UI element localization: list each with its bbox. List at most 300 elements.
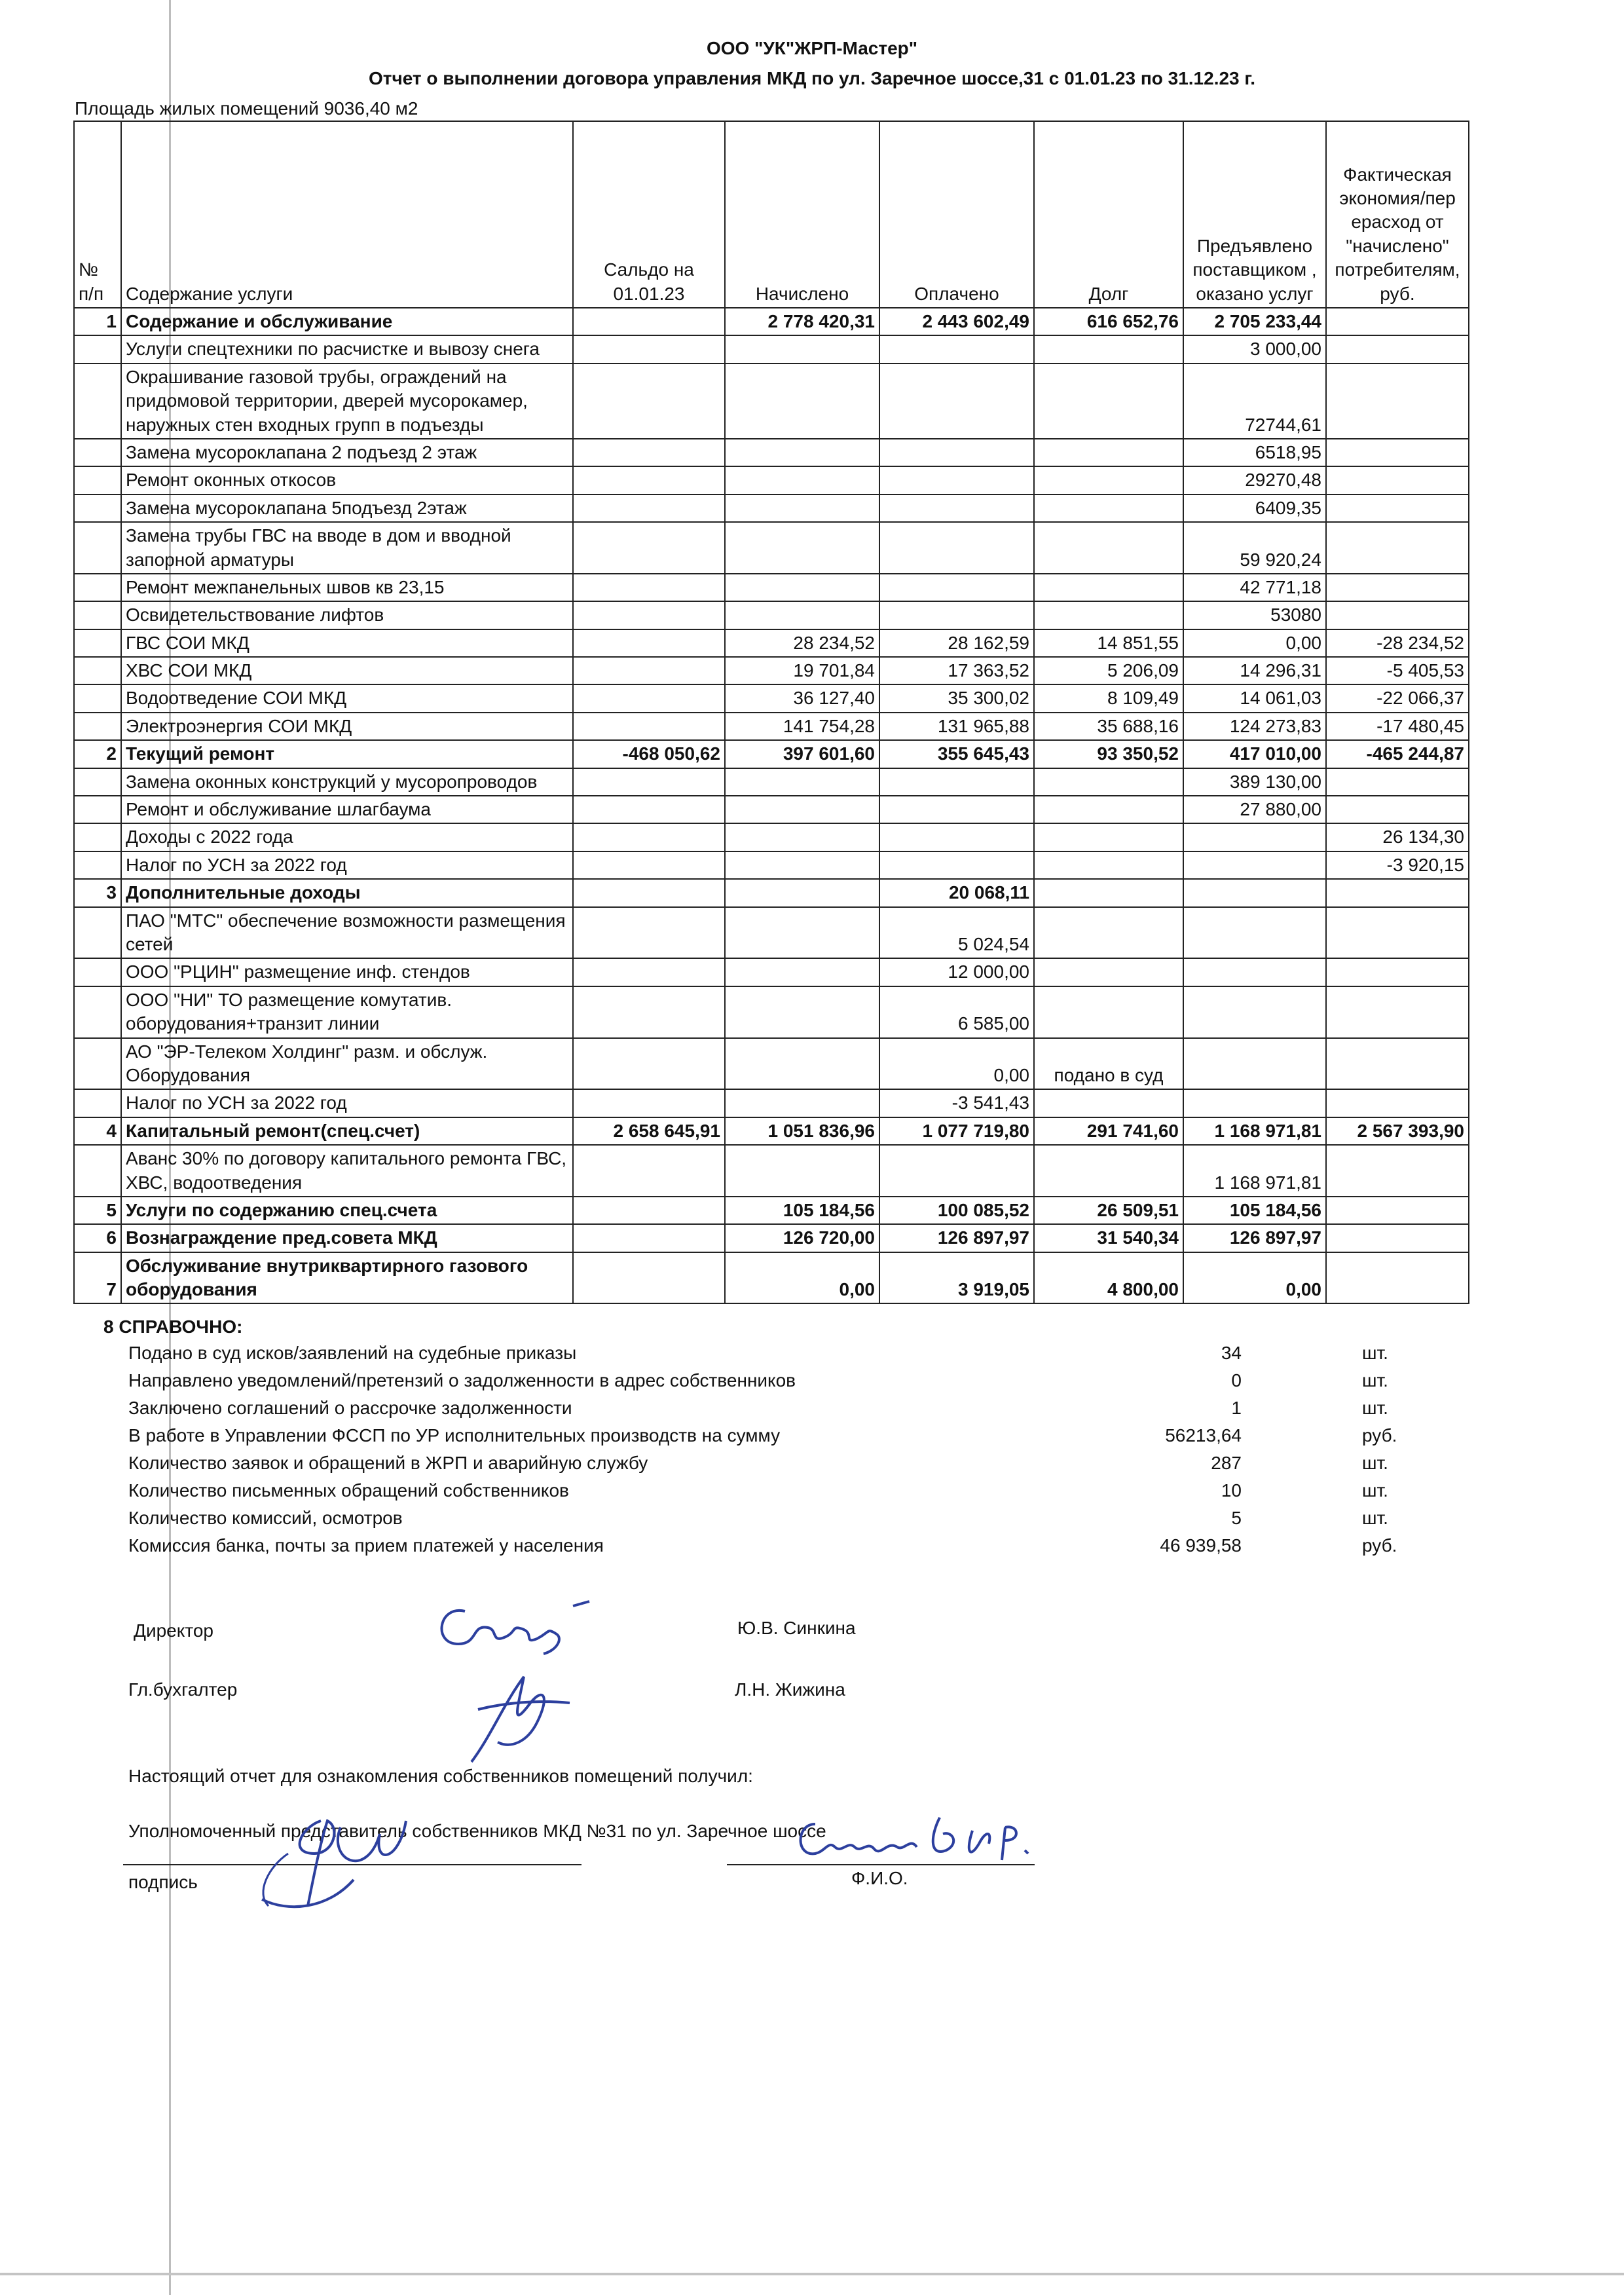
reference-unit: шт. (1362, 1398, 1388, 1418)
reference-unit: шт. (1362, 1343, 1388, 1363)
reference-title: 8 СПРАВОЧНО: (103, 1316, 243, 1337)
table-cell: 2 658 645,91 (573, 1117, 725, 1145)
table-cell: 14 851,55 (1034, 629, 1183, 657)
table-cell (725, 907, 879, 959)
table-cell (573, 1252, 725, 1304)
table-cell (725, 335, 879, 363)
table-cell (573, 1145, 725, 1197)
table-cell (573, 574, 725, 601)
table-cell (1183, 986, 1326, 1038)
table-cell (573, 823, 725, 851)
table-cell: Капитальный ремонт(спец.счет) (121, 1117, 573, 1145)
table-row (74, 601, 1469, 629)
table-cell (725, 1145, 879, 1197)
table-cell: 131 965,88 (879, 713, 1034, 740)
table-cell: 2 567 393,90 (1326, 1117, 1469, 1145)
table-cell (725, 958, 879, 986)
table-row (74, 466, 1469, 494)
reference-item (128, 1535, 1397, 1561)
table-cell (74, 796, 121, 823)
table-cell (74, 768, 121, 796)
reference-unit: шт. (1362, 1370, 1388, 1390)
table-cell (725, 823, 879, 851)
table-cell (1326, 364, 1469, 439)
table-cell (725, 522, 879, 574)
table-cell (879, 851, 1034, 879)
table-cell (74, 601, 121, 629)
table-cell (1326, 574, 1469, 601)
reference-value: 56213,64 (1165, 1425, 1242, 1446)
table-cell: 29270,48 (1183, 466, 1326, 494)
table-row (74, 986, 1469, 1038)
table-cell (1183, 907, 1326, 959)
table-cell (573, 851, 725, 879)
table-cell (1326, 1145, 1469, 1197)
reference-item (128, 1453, 1388, 1479)
table-cell (1326, 439, 1469, 466)
table-cell: 6 (74, 1224, 121, 1252)
table-cell (74, 629, 121, 657)
table-cell (74, 574, 121, 601)
reference-value: 34 (1221, 1343, 1242, 1363)
col-header-service: Содержание услуги (121, 121, 573, 308)
table-cell: 2 443 602,49 (879, 308, 1034, 335)
table-cell (879, 494, 1034, 522)
table-cell (1326, 1089, 1469, 1117)
table-cell: Аванс 30% по договору капитального ремонта ГВС, ХВС, водоотведения (121, 1145, 573, 1197)
table-cell: Замена оконных конструкций у мусоропроводов (121, 768, 573, 796)
table-cell: 389 130,00 (1183, 768, 1326, 796)
table-row (74, 629, 1469, 657)
table-cell (573, 1224, 725, 1252)
table-cell (573, 601, 725, 629)
table-cell (74, 657, 121, 684)
table-cell: 2 705 233,44 (1183, 308, 1326, 335)
representative-signature-image (249, 1782, 445, 1926)
table-cell: 6409,35 (1183, 494, 1326, 522)
table-cell (879, 522, 1034, 574)
table-cell: 616 652,76 (1034, 308, 1183, 335)
reference-label: В работе в Управлении ФССП по УР исполнительных производств на сумму (128, 1425, 781, 1446)
reference-item (128, 1425, 1397, 1451)
table-cell (573, 879, 725, 906)
table-cell (74, 851, 121, 879)
representative-label: Уполномоченный представитель собственников МКД №31 по ул. Заречное шоссе (128, 1821, 826, 1841)
table-cell: 1 077 719,80 (879, 1117, 1034, 1145)
table-cell: 2 778 420,31 (725, 308, 879, 335)
table-cell (74, 494, 121, 522)
table-cell (879, 335, 1034, 363)
table-row (74, 823, 1469, 851)
table-cell (1183, 823, 1326, 851)
reference-value: 0 (1231, 1370, 1242, 1390)
table-cell (879, 768, 1034, 796)
table-cell (573, 629, 725, 657)
signature-caption: подпись (128, 1872, 198, 1892)
table-cell (1034, 335, 1183, 363)
table-cell (1326, 466, 1469, 494)
report-title: Отчет о выполнении договора управления МКД по ул. Заречное шоссе,31 с 01.01.23 по 31.12.23 г. (368, 68, 1256, 88)
table-cell (1034, 907, 1183, 959)
reference-unit: шт. (1362, 1480, 1388, 1501)
table-cell (879, 574, 1034, 601)
table-cell (1326, 796, 1469, 823)
table-cell (1034, 986, 1183, 1038)
table-cell (725, 494, 879, 522)
table-cell (1034, 958, 1183, 986)
table-cell: 0,00 (1183, 1252, 1326, 1304)
reference-label: Количество комиссий, осмотров (128, 1508, 403, 1528)
table-cell (725, 1038, 879, 1090)
col-header-charged: Начислено (725, 121, 879, 308)
table-cell (725, 364, 879, 439)
table-cell (1034, 851, 1183, 879)
director-label: Директор (134, 1620, 213, 1641)
table-cell: 26 134,30 (1326, 823, 1469, 851)
reference-label: Комиссия банка, почты за прием платежей у населения (128, 1535, 604, 1556)
table-row (74, 439, 1469, 466)
table-cell (74, 335, 121, 363)
table-cell (1326, 1197, 1469, 1224)
table-cell (1326, 1252, 1469, 1304)
table-cell: Услуги по содержанию спец.счета (121, 1197, 573, 1224)
services-table (73, 121, 1469, 1304)
table-row (74, 657, 1469, 684)
table-cell (1326, 1224, 1469, 1252)
table-row (74, 907, 1469, 959)
table-cell: Дополнительные доходы (121, 879, 573, 906)
table-cell: 35 300,02 (879, 684, 1034, 712)
table-cell (1183, 879, 1326, 906)
organization-name: ООО "УК"ЖРП-Мастер" (706, 38, 918, 58)
table-cell: Водоотведение СОИ МКД (121, 684, 573, 712)
accountant-signature-image (452, 1664, 583, 1768)
table-cell: ГВС СОИ МКД (121, 629, 573, 657)
table-cell (725, 601, 879, 629)
table-cell (74, 1145, 121, 1197)
table-cell: 4 800,00 (1034, 1252, 1183, 1304)
table-cell: ПАО "МТС" обеспечение возможности размещения сетей (121, 907, 573, 959)
table-row (74, 796, 1469, 823)
reference-item (128, 1370, 1388, 1396)
table-cell (1183, 1038, 1326, 1090)
table-cell (1326, 494, 1469, 522)
table-row (74, 494, 1469, 522)
name-caption: Ф.И.О. (851, 1868, 908, 1888)
reference-item (128, 1480, 1388, 1506)
reference-label: Количество письменных обращений собственников (128, 1480, 569, 1501)
table-cell (573, 907, 725, 959)
table-row (74, 1197, 1469, 1224)
table-cell: 26 509,51 (1034, 1197, 1183, 1224)
table-cell: 5 024,54 (879, 907, 1034, 959)
table-cell (1034, 439, 1183, 466)
table-cell: 5 (74, 1197, 121, 1224)
table-cell (573, 1038, 725, 1090)
table-cell (573, 494, 725, 522)
col-header-savings: Фактическая экономия/пер ерасход от "начислено" потребителям, руб. (1326, 121, 1469, 308)
table-cell (725, 851, 879, 879)
col-header-balance: Сальдо на 01.01.23 (573, 121, 725, 308)
table-cell: 20 068,11 (879, 879, 1034, 906)
table-cell: 14 296,31 (1183, 657, 1326, 684)
accountant-name: Л.Н. Жижина (735, 1679, 845, 1700)
table-cell (74, 986, 121, 1038)
table-cell: Текущий ремонт (121, 740, 573, 768)
table-cell (725, 1089, 879, 1117)
table-row (74, 1145, 1469, 1197)
table-cell: Налог по УСН за 2022 год (121, 1089, 573, 1117)
reference-label: Подано в суд исков/заявлений на судебные приказы (128, 1343, 577, 1363)
table-cell (1326, 335, 1469, 363)
table-cell (1326, 1038, 1469, 1090)
table-cell: 291 741,60 (1034, 1117, 1183, 1145)
table-cell: Замена трубы ГВС на вводе в дом и вводной запорной арматуры (121, 522, 573, 574)
table-cell (74, 907, 121, 959)
table-cell (573, 657, 725, 684)
table-cell (1326, 522, 1469, 574)
table-cell: 100 085,52 (879, 1197, 1034, 1224)
table-cell: 2 (74, 740, 121, 768)
table-cell: 126 897,97 (879, 1224, 1034, 1252)
director-signature-image (426, 1598, 622, 1657)
table-cell (879, 364, 1034, 439)
table-cell (1034, 494, 1183, 522)
table-cell: 4 (74, 1117, 121, 1145)
table-row (74, 851, 1469, 879)
table-cell (879, 823, 1034, 851)
table-cell: 6 585,00 (879, 986, 1034, 1038)
reference-label: Направлено уведомлений/претензий о задолженности в адрес собственников (128, 1370, 796, 1390)
table-cell: 14 061,03 (1183, 684, 1326, 712)
table-cell: 1 168 971,81 (1183, 1117, 1326, 1145)
table-cell (1326, 308, 1469, 335)
table-cell: 0,00 (725, 1252, 879, 1304)
table-cell (573, 364, 725, 439)
table-cell: 17 363,52 (879, 657, 1034, 684)
table-cell: 59 920,24 (1183, 522, 1326, 574)
table-cell: 3 000,00 (1183, 335, 1326, 363)
table-cell: 27 880,00 (1183, 796, 1326, 823)
table-cell: 93 350,52 (1034, 740, 1183, 768)
table-cell (879, 796, 1034, 823)
table-cell (573, 466, 725, 494)
table-row (74, 364, 1469, 439)
table-cell: ХВС СОИ МКД (121, 657, 573, 684)
table-cell: 0,00 (879, 1038, 1034, 1090)
table-cell (879, 601, 1034, 629)
reference-item (128, 1398, 1388, 1424)
table-cell: 0,00 (1183, 629, 1326, 657)
table-cell (725, 879, 879, 906)
table-cell (1034, 466, 1183, 494)
table-cell (1183, 1089, 1326, 1117)
table-cell (74, 439, 121, 466)
reference-value: 5 (1231, 1508, 1242, 1528)
table-cell: 6518,95 (1183, 439, 1326, 466)
table-cell: -28 234,52 (1326, 629, 1469, 657)
table-row (74, 1089, 1469, 1117)
table-cell (573, 713, 725, 740)
table-cell: 28 234,52 (725, 629, 879, 657)
col-header-debt: Долг (1034, 121, 1183, 308)
table-cell (573, 1089, 725, 1117)
table-cell: 3 919,05 (879, 1252, 1034, 1304)
table-cell: 5 206,09 (1034, 657, 1183, 684)
table-cell (725, 796, 879, 823)
table-cell: 397 601,60 (725, 740, 879, 768)
table-body (74, 308, 1469, 1303)
living-area: Площадь жилых помещений 9036,40 м2 (75, 98, 418, 119)
table-cell (879, 1145, 1034, 1197)
table-cell (725, 986, 879, 1038)
table-cell (1183, 851, 1326, 879)
table-row (74, 879, 1469, 906)
table-row (74, 522, 1469, 574)
table-row (74, 1252, 1469, 1304)
table-row (74, 335, 1469, 363)
table-row (74, 1117, 1469, 1145)
col-header-number: № п/п (74, 121, 121, 308)
table-cell (1034, 364, 1183, 439)
table-cell: ООО "НИ" ТО размещение комутатив. оборудования+транзит линии (121, 986, 573, 1038)
table-cell: 72744,61 (1183, 364, 1326, 439)
table-cell: Ремонт межпанельных швов кв 23,15 (121, 574, 573, 601)
table-row (74, 1038, 1469, 1090)
col-header-paid: Оплачено (879, 121, 1034, 308)
table-cell (879, 439, 1034, 466)
table-cell: -22 066,37 (1326, 684, 1469, 712)
table-cell (1034, 796, 1183, 823)
table-header-row (74, 121, 1469, 308)
table-cell: Замена мусороклапана 2 подъезд 2 этаж (121, 439, 573, 466)
table-cell (573, 335, 725, 363)
table-cell (74, 522, 121, 574)
table-cell: Ремонт оконных откосов (121, 466, 573, 494)
table-cell: Доходы с 2022 года (121, 823, 573, 851)
table-cell: Услуги спецтехники по расчистке и вывозу снега (121, 335, 573, 363)
table-cell: -5 405,53 (1326, 657, 1469, 684)
reference-unit: шт. (1362, 1508, 1388, 1528)
table-cell (74, 1038, 121, 1090)
reference-item (128, 1508, 1388, 1534)
table-cell (879, 466, 1034, 494)
table-cell (1034, 522, 1183, 574)
table-cell: 1 051 836,96 (725, 1117, 879, 1145)
reference-label: Заключено соглашений о рассрочке задолженности (128, 1398, 572, 1418)
reference-item (128, 1343, 1388, 1369)
table-cell (573, 986, 725, 1038)
table-cell (74, 466, 121, 494)
table-row (74, 740, 1469, 768)
table-cell: 126 720,00 (725, 1224, 879, 1252)
table-cell (573, 522, 725, 574)
table-cell: Ремонт и обслуживание шлагбаума (121, 796, 573, 823)
table-row (74, 958, 1469, 986)
reference-value: 287 (1211, 1453, 1242, 1473)
reference-unit: руб. (1362, 1535, 1397, 1556)
table-cell: 355 645,43 (879, 740, 1034, 768)
director-name: Ю.В. Синкина (737, 1618, 856, 1638)
table-cell: 417 010,00 (1183, 740, 1326, 768)
table-cell: 7 (74, 1252, 121, 1304)
table-row (74, 713, 1469, 740)
table-cell: Вознаграждение пред.совета МКД (121, 1224, 573, 1252)
table-cell: Обслуживание внутриквартирного газового оборудования (121, 1252, 573, 1304)
table-cell: Освидетельствование лифтов (121, 601, 573, 629)
table-cell: 31 540,34 (1034, 1224, 1183, 1252)
table-cell: 3 (74, 879, 121, 906)
table-row (74, 684, 1469, 712)
table-cell (725, 574, 879, 601)
table-cell (1034, 1145, 1183, 1197)
table-cell: 35 688,16 (1034, 713, 1183, 740)
table-cell (1326, 986, 1469, 1038)
table-row (74, 308, 1469, 335)
table-cell: 28 162,59 (879, 629, 1034, 657)
table-cell (1326, 907, 1469, 959)
table-cell (573, 958, 725, 986)
table-cell (725, 439, 879, 466)
table-cell (573, 768, 725, 796)
table-cell (74, 713, 121, 740)
table-cell (1034, 574, 1183, 601)
table-cell: 105 184,56 (725, 1197, 879, 1224)
table-cell (1034, 1089, 1183, 1117)
table-cell: -17 480,45 (1326, 713, 1469, 740)
table-row (74, 574, 1469, 601)
table-cell (1326, 958, 1469, 986)
table-cell: Содержание и обслуживание (121, 308, 573, 335)
reference-value: 10 (1221, 1480, 1242, 1501)
table-cell: ООО "РЦИН" размещение инф. стендов (121, 958, 573, 986)
reference-value: 1 (1231, 1398, 1242, 1418)
table-cell (74, 1089, 121, 1117)
accountant-label: Гл.бухгалтер (128, 1679, 238, 1700)
table-cell (74, 364, 121, 439)
receipt-note: Настоящий отчет для ознакомления собственников помещений получил: (128, 1766, 753, 1786)
table-cell: 42 771,18 (1183, 574, 1326, 601)
table-cell: 19 701,84 (725, 657, 879, 684)
table-cell (725, 768, 879, 796)
table-cell: 12 000,00 (879, 958, 1034, 986)
table-cell: АО "ЭР-Телеком Холдинг" разм. и обслуж. Оборудования (121, 1038, 573, 1090)
table-cell: 105 184,56 (1183, 1197, 1326, 1224)
table-cell: -465 244,87 (1326, 740, 1469, 768)
table-cell (573, 796, 725, 823)
table-cell: Электроэнергия СОИ МКД (121, 713, 573, 740)
table-cell: 1 168 971,81 (1183, 1145, 1326, 1197)
table-cell: Замена мусороклапана 5подъезд 2этаж (121, 494, 573, 522)
reference-label: Количество заявок и обращений в ЖРП и аварийную службу (128, 1453, 648, 1473)
table-cell (1326, 879, 1469, 906)
table-cell (573, 308, 725, 335)
table-cell (1034, 879, 1183, 906)
table-cell: 126 897,97 (1183, 1224, 1326, 1252)
table-cell (74, 958, 121, 986)
table-cell (573, 1197, 725, 1224)
reference-unit: руб. (1362, 1425, 1397, 1446)
table-cell: -468 050,62 (573, 740, 725, 768)
col-header-supplier-billed: Предъявлено поставщиком , оказано услуг (1183, 121, 1326, 308)
table-row (74, 768, 1469, 796)
table-cell: 8 109,49 (1034, 684, 1183, 712)
table-cell (573, 439, 725, 466)
table-cell: Окрашивание газовой трубы, ограждений на придомовой территории, дверей мусорокамер, наружных стен входных групп в подъезды (121, 364, 573, 439)
table-cell: -3 920,15 (1326, 851, 1469, 879)
reference-unit: шт. (1362, 1453, 1388, 1473)
table-row (74, 1224, 1469, 1252)
